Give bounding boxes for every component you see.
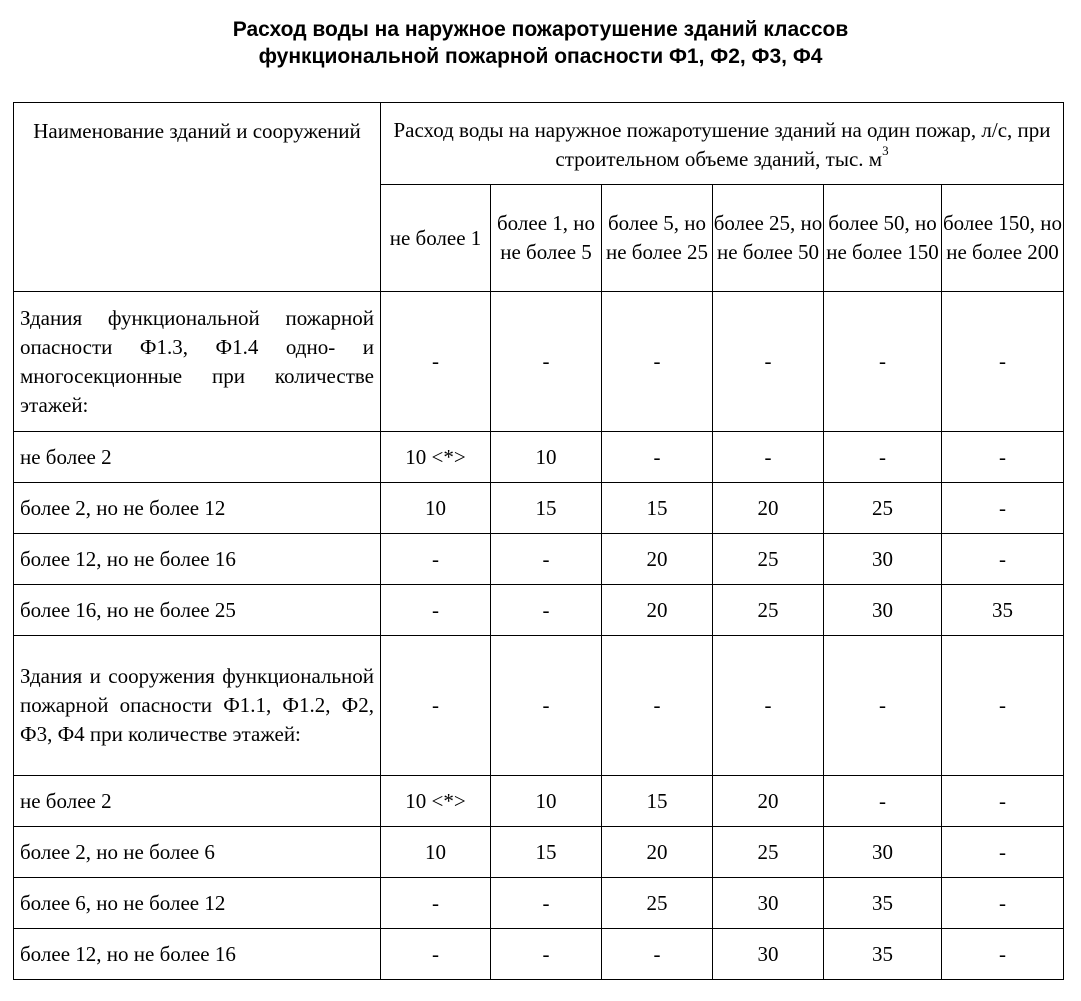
header-row-main (14, 103, 1064, 185)
value-cell: - (942, 827, 1064, 878)
row-name-cell: более 6, но не более 12 (14, 878, 381, 929)
row-name-cell: более 12, но не более 16 (14, 929, 381, 980)
table-row (14, 534, 1064, 585)
row-name-cell: более 2, но не более 6 (14, 827, 381, 878)
value-cell: 15 (602, 776, 713, 827)
value-cell: 10 (381, 827, 491, 878)
value-cell: - (942, 292, 1064, 432)
table-row (14, 636, 1064, 776)
table-row (14, 929, 1064, 980)
value-cell: 25 (602, 878, 713, 929)
value-cell: - (381, 636, 491, 776)
volume-header-cell: не более 1 (381, 185, 491, 292)
value-cell: - (602, 929, 713, 980)
volume-header-cell: более 150, но не более 200 (942, 185, 1064, 292)
value-cell: - (381, 585, 491, 636)
value-cell: 10 (381, 483, 491, 534)
table-row (14, 585, 1064, 636)
value-cell: 35 (824, 929, 942, 980)
value-cell: - (491, 292, 602, 432)
value-cell: 25 (824, 483, 942, 534)
value-cell: 25 (713, 585, 824, 636)
document-title (0, 16, 1081, 70)
value-cell: 20 (602, 585, 713, 636)
header-flow-cell (381, 103, 1064, 185)
title-line-2: функциональной пожарной опасности Ф1, Ф2, Ф3, Ф4 (258, 45, 823, 68)
row-name-cell: Здания и сооружения функциональной пожарной опасности Ф1.1, Ф1.2, Ф2, Ф3, Ф4 при количестве этажей: (14, 636, 381, 776)
value-cell: - (491, 636, 602, 776)
row-name-cell: Здания функциональной пожарной опасности Ф1.3, Ф1.4 одно- и многосекционные при количестве этажей: (14, 292, 381, 432)
value-cell: 25 (713, 534, 824, 585)
value-cell: 15 (491, 483, 602, 534)
value-cell: - (942, 929, 1064, 980)
value-cell: - (381, 534, 491, 585)
value-cell: - (491, 585, 602, 636)
row-name-cell: более 2, но не более 12 (14, 483, 381, 534)
value-cell: 10 <*> (381, 776, 491, 827)
volume-header-cell: более 1, но не более 5 (491, 185, 602, 292)
value-cell: - (824, 292, 942, 432)
value-cell: 20 (602, 827, 713, 878)
value-cell: - (713, 292, 824, 432)
value-cell: 35 (824, 878, 942, 929)
volume-header-cell: более 50, но не более 150 (824, 185, 942, 292)
value-cell: - (491, 878, 602, 929)
value-cell: - (824, 776, 942, 827)
value-cell: 30 (713, 929, 824, 980)
value-cell: - (942, 483, 1064, 534)
volume-header-cell: более 5, но не более 25 (602, 185, 713, 292)
value-cell: - (942, 878, 1064, 929)
row-name-cell: не более 2 (14, 432, 381, 483)
value-cell: - (942, 432, 1064, 483)
value-cell: 35 (942, 585, 1064, 636)
value-cell: - (381, 929, 491, 980)
value-cell: 30 (824, 827, 942, 878)
value-cell: - (824, 432, 942, 483)
value-cell: - (713, 432, 824, 483)
value-cell: - (942, 776, 1064, 827)
header-flow-unit-sup: 3 (882, 142, 889, 158)
table-row (14, 292, 1064, 432)
value-cell: - (713, 636, 824, 776)
value-cell: - (491, 929, 602, 980)
value-cell: - (602, 432, 713, 483)
value-cell: 20 (602, 534, 713, 585)
row-name-cell: более 16, но не более 25 (14, 585, 381, 636)
table-row (14, 432, 1064, 483)
table-row (14, 827, 1064, 878)
volume-header-cell: более 25, но не более 50 (713, 185, 824, 292)
value-cell: 15 (491, 827, 602, 878)
value-cell: - (942, 636, 1064, 776)
row-name-cell: не более 2 (14, 776, 381, 827)
table-row (14, 878, 1064, 929)
value-cell: - (602, 292, 713, 432)
value-cell: - (491, 534, 602, 585)
value-cell: 25 (713, 827, 824, 878)
header-name-text: Наименование зданий и сооружений (33, 119, 361, 143)
value-cell: 10 <*> (381, 432, 491, 483)
header-name-cell (14, 103, 381, 292)
table-row (14, 776, 1064, 827)
value-cell: 10 (491, 776, 602, 827)
value-cell: 10 (491, 432, 602, 483)
row-name-cell: более 12, но не более 16 (14, 534, 381, 585)
water-flow-table (13, 102, 1064, 980)
value-cell: 20 (713, 483, 824, 534)
value-cell: 30 (824, 534, 942, 585)
value-cell: - (381, 292, 491, 432)
value-cell: 30 (713, 878, 824, 929)
value-cell: - (602, 636, 713, 776)
value-cell: - (942, 534, 1064, 585)
table-row (14, 483, 1064, 534)
value-cell: 20 (713, 776, 824, 827)
header-flow-text: Расход воды на наружное пожаротушение зданий на один пожар, л/с, при строительном объеме зданий, тыс. м (393, 117, 1051, 171)
value-cell: 30 (824, 585, 942, 636)
value-cell: 15 (602, 483, 713, 534)
title-line-1: Расход воды на наружное пожаротушение зданий классов (232, 18, 849, 41)
value-cell: - (824, 636, 942, 776)
value-cell: - (381, 878, 491, 929)
